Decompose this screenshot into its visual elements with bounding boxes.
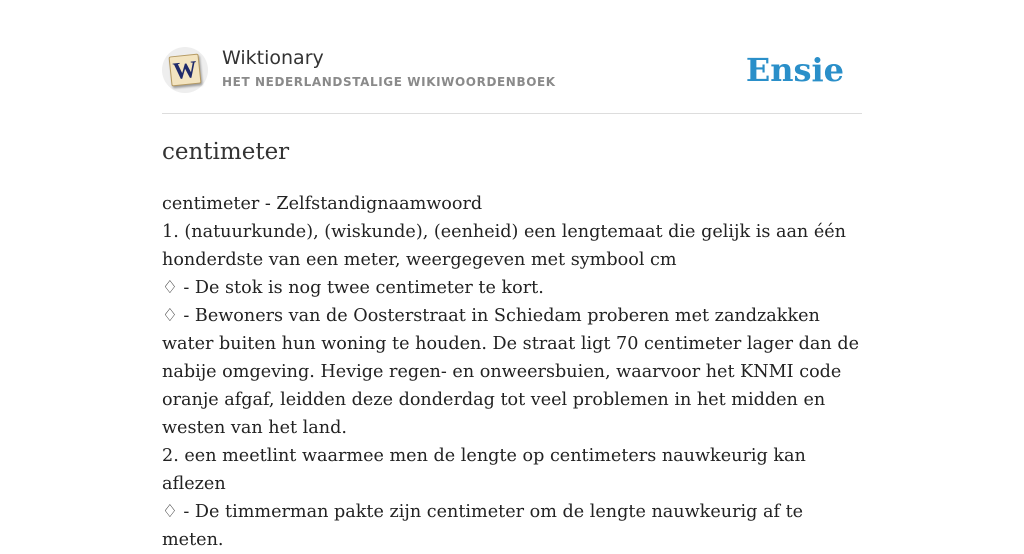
example-1b: ♢ - Bewoners van de Oosterstraat in Schiedam proberen met zandzakken water buiten hun woning te houden. De straat ligt 70 centimeter lager dan de nabije omgeving. Hevige regen- en onweersbuien, waarvoor het KNMI code oranje afgaf, leidden deze donderdag tot veel problemen in het midden en westen van het land. (162, 306, 859, 438)
definition-1: 1. (natuurkunde), (wiskunde), (eenheid) een lengtemaat die gelijk is aan één honderdste van een meter, weergegeven met symbool cm (162, 222, 847, 270)
logo-letter: W (171, 56, 199, 86)
wiktionary-logo[interactable] (162, 47, 208, 93)
site-tagline: HET NEDERLANDSTALIGE WIKIWOORDENBOEK (222, 75, 556, 89)
definition-body (162, 190, 862, 554)
site-name[interactable]: Wiktionary (222, 47, 324, 69)
entry-card (162, 0, 862, 550)
ensie-brand-link[interactable]: Ensie (745, 51, 844, 89)
definition-2: 2. een meetlint waarmee men de lengte op centimeters nauwkeurig kan aflezen (162, 446, 806, 494)
page-title: centimeter (162, 139, 290, 165)
wiktionary-w-tile-icon (169, 54, 202, 87)
word-class-line: centimeter - Zelfstandignaamwoord (162, 194, 483, 214)
example-2a: ♢ - De timmerman pakte zijn centimeter om de lengte nauwkeurig af te meten. (162, 502, 804, 550)
site-header (162, 0, 862, 114)
example-1a: ♢ - De stok is nog twee centimeter te kort. (162, 278, 544, 298)
